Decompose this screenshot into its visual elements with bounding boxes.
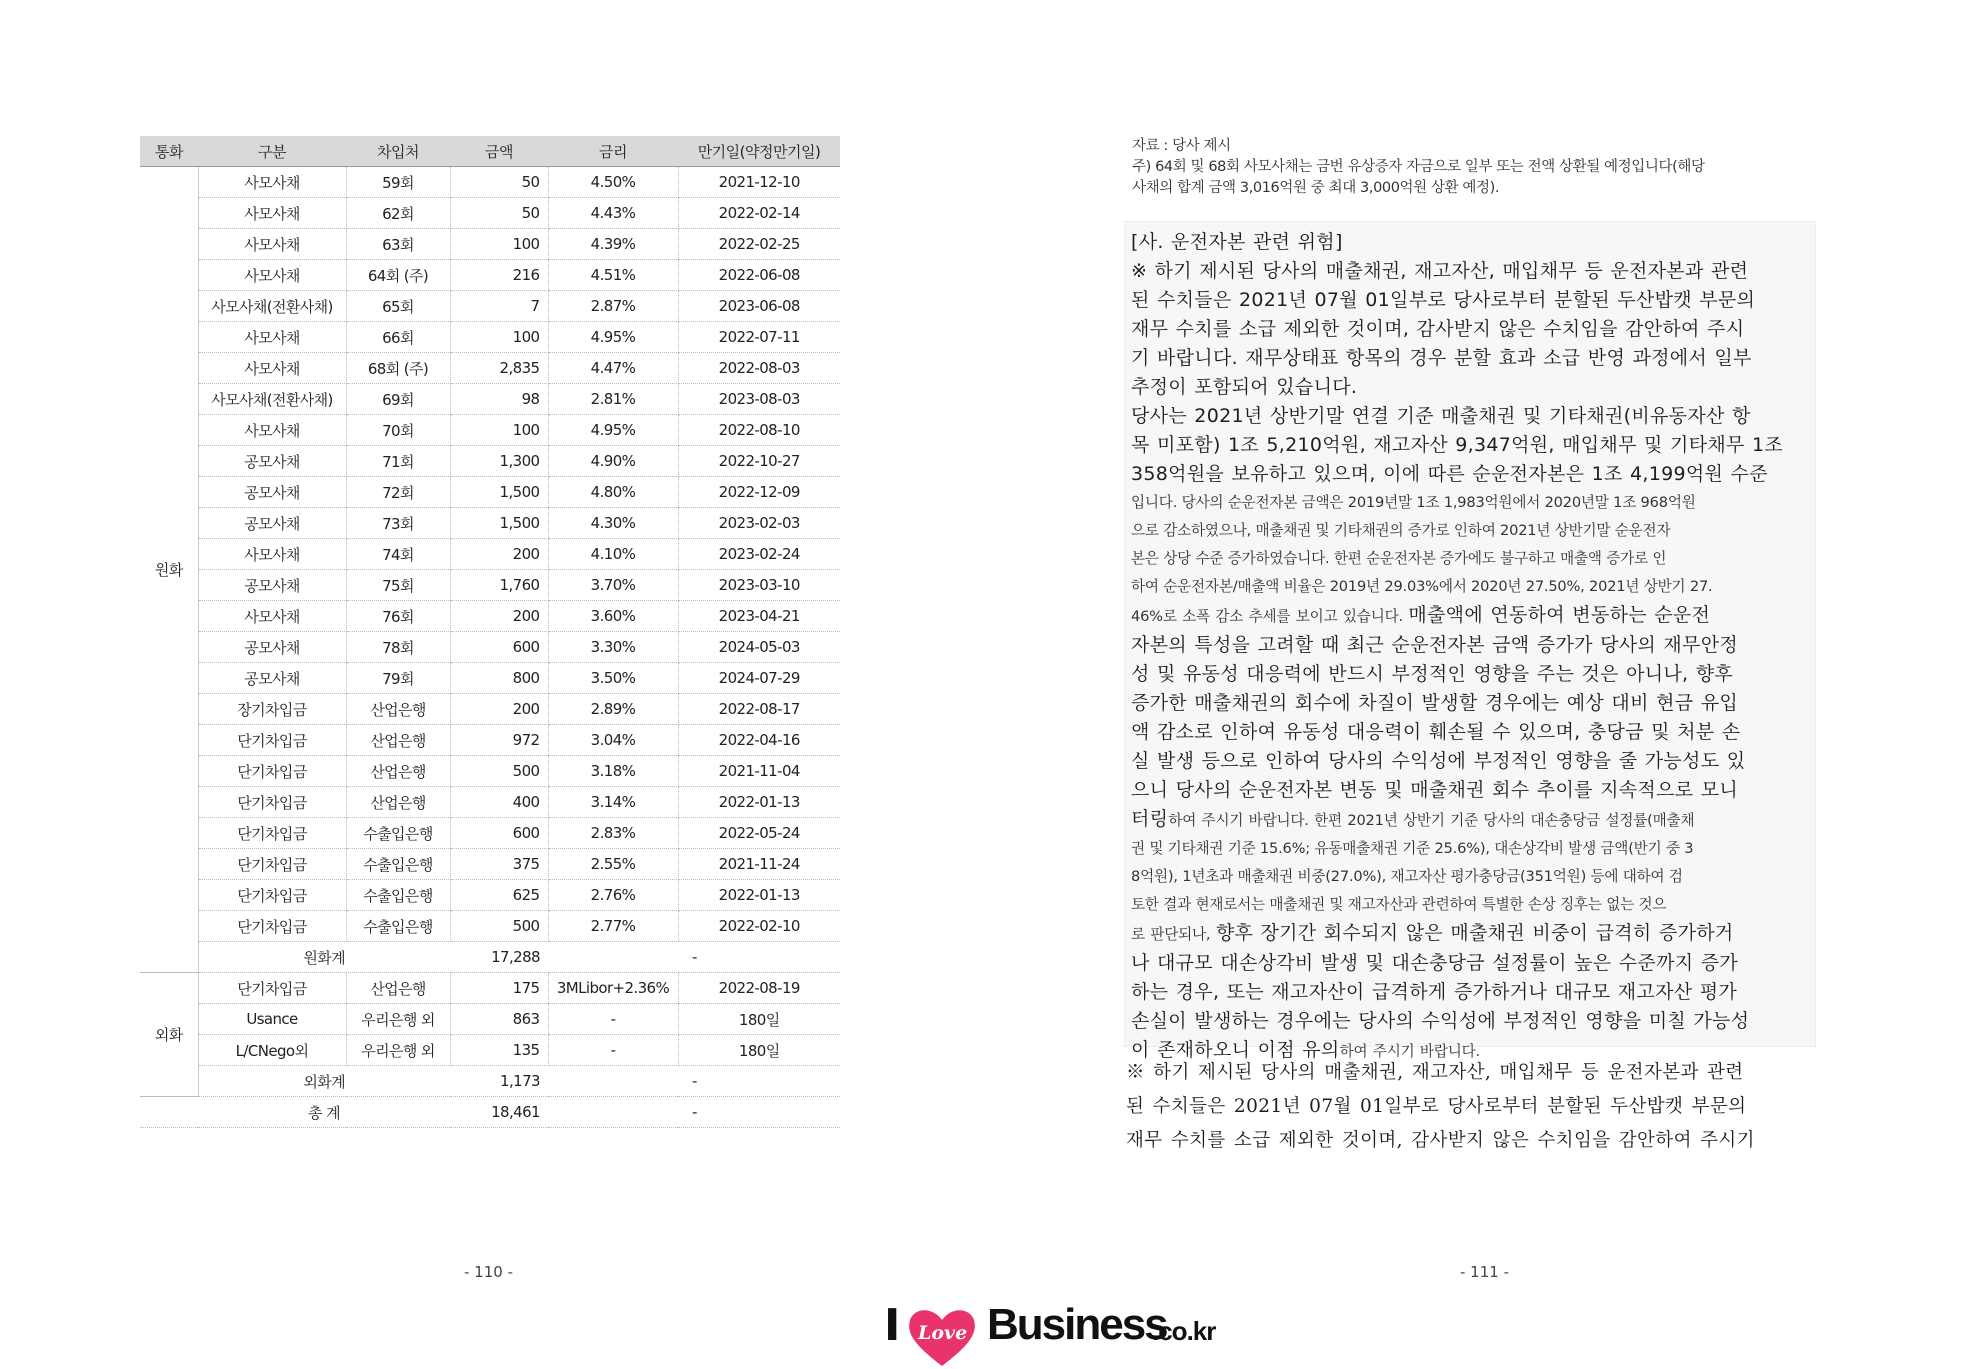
table-row [140,353,840,384]
cell-amount: 135 [450,1035,548,1066]
risk-text-line: 목 미포함) 1조 5,210억원, 재고자산 9,347억원, 매입채무 및 기타채무 1조 [1131,434,1784,456]
cell-type: 사모사채 [198,229,346,260]
cell-lender: 59회 [346,167,450,198]
table-row [140,1004,840,1035]
table-row [140,539,840,570]
cell-type: Usance [198,1004,346,1035]
cell-rate: 3.04% [548,725,678,756]
table-row [140,198,840,229]
risk-section-box [1124,221,1816,1061]
cell-lender: 63회 [346,229,450,260]
grand-total-row-amount: 18,461 [450,1097,548,1128]
empty-cell [548,1066,678,1097]
table-row [140,229,840,260]
cell-maturity: 2023-06-08 [678,291,840,322]
table-row [140,260,840,291]
table-row [140,415,840,446]
cell-rate: 4.50% [548,167,678,198]
cell-rate: 3MLibor+2.36% [548,973,678,1004]
cell-lender: 71회 [346,446,450,477]
risk-mixed-line-part-2: 하여 주시기 바랍니다. [1339,1043,1480,1060]
cell-type: 사모사채 [198,167,346,198]
right-page-number: - 111 - [1460,1263,1509,1281]
table-row [140,477,840,508]
cell-type: 단기차입금 [198,756,346,787]
cell-rate: 4.47% [548,353,678,384]
cell-type: 사모사채(전환사채) [198,291,346,322]
won-total-row [140,942,840,973]
table-row [140,508,840,539]
cell-type: 사모사채 [198,353,346,384]
cell-type: 공모사채 [198,508,346,539]
table-row [140,601,840,632]
risk-text-line: 기 바랍니다. 재무상태표 항목의 경우 분할 효과 소급 반영 과정에서 일부 [1131,347,1752,369]
cell-amount: 200 [450,694,548,725]
risk-mixed-line [1131,805,1809,835]
cell-lender: 65회 [346,291,450,322]
cell-rate: 4.43% [548,198,678,229]
cell-maturity: 2022-04-16 [678,725,840,756]
cell-maturity: 2022-08-10 [678,415,840,446]
cell-maturity: 2022-08-19 [678,973,840,1004]
table-row [140,880,840,911]
table-row [140,663,840,694]
cell-maturity: 2022-08-17 [678,694,840,725]
cell-type: 사모사채 [198,601,346,632]
risk-mixed-line-part-2: 매출액에 연동하여 변동하는 순운전 [1408,604,1711,626]
foreign-currency-label: 외화 [140,973,198,1097]
risk-text-line: 실 발생 등으로 인하여 당사의 수익성에 부정적인 영향을 줄 가능성도 있 [1131,750,1746,772]
risk-text-line: 자본의 특성을 고려할 때 최근 순운전자본 금액 증가가 당사의 재무안정 [1131,634,1739,656]
cell-type: 사모사채 [198,415,346,446]
risk-text-line: 으니 당사의 순운전자본 변동 및 매출채권 회수 추이를 지속적으로 모니 [1131,779,1739,801]
table-row [140,849,840,880]
note-line-1: 주) 64회 및 68회 사모사채는 금번 유상증자 자금으로 일부 또는 전액 상환될 예정입니다(해당 [1132,159,1705,175]
cell-type: 사모사채(전환사채) [198,384,346,415]
cell-maturity: 2022-05-24 [678,818,840,849]
cell-maturity: 2022-08-03 [678,353,840,384]
cell-maturity: 2022-07-11 [678,322,840,353]
cell-type: 사모사채 [198,539,346,570]
cell-amount: 800 [450,663,548,694]
grand-total-row [140,1097,840,1128]
cell-type: 공모사채 [198,632,346,663]
risk-detail-line: 입니다. 당사의 순운전자본 금액은 2019년말 1조 1,983억원에서 2020년말 1조 968억원 [1131,494,1696,511]
risk-detail-line: 8억원), 1년초과 매출채권 비중(27.0%), 재고자산 평가충당금(351억원) 등에 대하여 검 [1131,868,1683,885]
cell-lender: 69회 [346,384,450,415]
won-total-row-maturity: - [678,942,840,973]
risk-text-line: ※ 하기 제시된 당사의 매출채권, 재고자산, 매입채무 등 운전자본과 관련 [1131,260,1749,282]
left-page [140,136,840,1128]
cell-maturity: 2022-01-13 [678,880,840,911]
table-row [140,787,840,818]
cell-lender: 산업은행 [346,973,450,1004]
cell-type: 단기차입금 [198,911,346,942]
cell-rate: 2.55% [548,849,678,880]
cell-type: 장기차입금 [198,694,346,725]
cell-amount: 100 [450,322,548,353]
risk-detail-line: 본은 상당 수준 증가하였습니다. 한편 순운전자본 증가에도 불구하고 매출액 증가로 인 [1131,550,1667,567]
table-row [140,632,840,663]
cell-amount: 500 [450,911,548,942]
cell-amount: 2,835 [450,353,548,384]
cell-rate: - [548,1004,678,1035]
header-lender: 차입처 [346,136,450,167]
cell-amount: 375 [450,849,548,880]
cell-maturity: 2022-02-10 [678,911,840,942]
table-row [140,818,840,849]
cell-type: 사모사채 [198,198,346,229]
cell-maturity: 180일 [678,1035,840,1066]
cell-type: 사모사채 [198,322,346,353]
cell-rate: 3.50% [548,663,678,694]
risk-text-line: 된 수치들은 2021년 07월 01일부로 당사로부터 분할된 두산밥캣 부문의 [1131,289,1756,311]
cell-maturity: 2023-02-03 [678,508,840,539]
cell-maturity: 2022-10-27 [678,446,840,477]
cell-rate: 4.30% [548,508,678,539]
cell-amount: 216 [450,260,548,291]
empty-cell [140,1097,198,1128]
cell-amount: 1,500 [450,477,548,508]
cell-maturity: 2023-02-24 [678,539,840,570]
logo-business-text: Business [987,1300,1167,1349]
cell-lender: 수출입은행 [346,880,450,911]
cell-rate: 2.77% [548,911,678,942]
cell-lender: 73회 [346,508,450,539]
cell-lender: 수출입은행 [346,818,450,849]
risk-detail-line: 하여 순운전자본/매출액 비율은 2019년 29.03%에서 2020년 27.50%, 2021년 상반기 27. [1131,578,1713,595]
cell-type: 단기차입금 [198,787,346,818]
cell-amount: 50 [450,198,548,229]
cell-lender: 수출입은행 [346,849,450,880]
won-total-row-label: 원화계 [198,942,450,973]
cell-maturity: 2024-07-29 [678,663,840,694]
cell-maturity: 2024-05-03 [678,632,840,663]
cell-amount: 175 [450,973,548,1004]
risk-text-line: 손실이 발생하는 경우에는 당사의 수익성에 부정적인 영향을 미칠 가능성 [1131,1010,1750,1032]
header-currency: 통화 [140,136,198,167]
cell-lender: 수출입은행 [346,911,450,942]
borrowings-table [140,136,840,1128]
table-row [140,1035,840,1066]
cell-type: 단기차입금 [198,725,346,756]
cell-rate: 3.14% [548,787,678,818]
header-amount: 금액 [450,136,548,167]
risk-text-line: 증가한 매출채권의 회수에 차질이 발생할 경우에는 예상 대비 현금 유입 [1131,692,1739,714]
cell-rate: 4.95% [548,322,678,353]
cell-type: 단기차입금 [198,880,346,911]
cell-lender: 74회 [346,539,450,570]
risk-text-line: 성 및 유동성 대응력에 반드시 부정적인 영향을 주는 것은 아니나, 향후 [1131,663,1734,685]
header-type: 구분 [198,136,346,167]
table-header-row [140,136,840,167]
cell-amount: 7 [450,291,548,322]
left-page-number: - 110 - [464,1263,513,1281]
cell-type: 단기차입금 [198,818,346,849]
foreign-total-row [140,1066,840,1097]
logo-love-text: Love [918,1322,968,1344]
risk-text-line: 나 대규모 대손상각비 발생 및 대손충당금 설정률이 높은 수준까지 증가 [1131,952,1739,974]
cell-amount: 1,500 [450,508,548,539]
cell-maturity: 2023-03-10 [678,570,840,601]
cell-type: 공모사채 [198,446,346,477]
cell-amount: 625 [450,880,548,911]
risk-detail-line: 권 및 기타채권 기준 15.6%; 유동매출채권 기준 25.6%), 대손상각비 발생 금액(반기 중 3 [1131,840,1694,857]
header-maturity: 만기일(약정만기일) [678,136,840,167]
cell-lender: 79회 [346,663,450,694]
cell-lender: 산업은행 [346,694,450,725]
cell-rate: 2.76% [548,880,678,911]
cell-maturity: 180일 [678,1004,840,1035]
cell-maturity: 2022-12-09 [678,477,840,508]
foreign-total-row-amount: 1,173 [450,1066,548,1097]
cell-maturity: 2023-04-21 [678,601,840,632]
cell-lender: 산업은행 [346,725,450,756]
cell-type: 공모사채 [198,570,346,601]
table-row [140,384,840,415]
cell-maturity: 2021-11-04 [678,756,840,787]
source-line: 자료 : 당사 제시 [1132,138,1231,154]
risk-mixed-line [1131,601,1809,631]
risk-mixed-line-part-1: 로 판단되나, [1131,926,1216,943]
risk-section-title: [사. 운전자본 관련 위험] [1131,231,1343,253]
cell-rate: 2.83% [548,818,678,849]
site-logo [884,1300,1214,1360]
cell-lender: 78회 [346,632,450,663]
won-currency-label: 원화 [140,167,198,973]
cell-maturity: 2022-01-13 [678,787,840,818]
cell-rate: 3.70% [548,570,678,601]
cell-rate: 2.87% [548,291,678,322]
cell-maturity: 2021-11-24 [678,849,840,880]
repeat-notice-line: 재무 수치를 소급 제외한 것이며, 감사받지 않은 수치임을 감안하여 주시기 [1126,1130,1755,1151]
cell-rate: 2.81% [548,384,678,415]
cell-maturity: 2022-02-14 [678,198,840,229]
cell-amount: 100 [450,415,548,446]
cell-rate: 3.30% [548,632,678,663]
cell-rate: 4.90% [548,446,678,477]
table-row [140,973,840,1004]
table-row [140,570,840,601]
cell-amount: 100 [450,229,548,260]
risk-mixed-line [1131,919,1809,949]
table-row [140,291,840,322]
cell-type: L/CNego외 [198,1035,346,1066]
repeat-notice-line: ※ 하기 제시된 당사의 매출채권, 재고자산, 매입채무 등 운전자본과 관련 [1126,1062,1744,1083]
table-row [140,322,840,353]
repeat-notice-line: 된 수치들은 2021년 07월 01일부로 당사로부터 분할된 두산밥캣 부문의 [1126,1096,1747,1117]
table-row [140,167,840,198]
cell-type: 단기차입금 [198,849,346,880]
cell-lender: 62회 [346,198,450,229]
cell-rate: 4.10% [548,539,678,570]
cell-amount: 200 [450,539,548,570]
risk-mixed-line-part-1: 46%로 소폭 감소 추세를 보이고 있습니다. [1131,608,1409,625]
table-row [140,694,840,725]
risk-mixed-line-part-2: 하여 주시기 바랍니다. 한편 2021년 상반기 기준 당사의 대손충당금 설정률(매출채 [1168,812,1695,829]
cell-amount: 1,760 [450,570,548,601]
table-row [140,446,840,477]
cell-rate: 4.95% [548,415,678,446]
risk-mixed-line-part-2: 향후 장기간 회수되지 않은 매출채권 비중이 급격히 증가하거 [1215,922,1734,944]
grand-total-row-maturity: - [678,1097,840,1128]
repeated-notice [1126,1056,1816,1158]
cell-rate: 2.89% [548,694,678,725]
cell-amount: 863 [450,1004,548,1035]
foreign-total-row-maturity: - [678,1066,840,1097]
cell-rate: - [548,1035,678,1066]
cell-maturity: 2022-06-08 [678,260,840,291]
cell-rate: 4.39% [548,229,678,260]
cell-amount: 972 [450,725,548,756]
risk-mixed-line-part-1: 이 존재하오니 이점 유의 [1131,1039,1340,1061]
risk-text-line: 재무 수치를 소급 제외한 것이며, 감사받지 않은 수치임을 감안하여 주시 [1131,318,1745,340]
cell-type: 공모사채 [198,477,346,508]
risk-text-line: 358억원을 보유하고 있으며, 이에 따른 순운전자본은 1조 4,199억원 수준 [1131,463,1768,485]
cell-lender: 72회 [346,477,450,508]
cell-amount: 400 [450,787,548,818]
cell-lender: 64회 (주) [346,260,450,291]
cell-lender: 산업은행 [346,787,450,818]
cell-lender: 76회 [346,601,450,632]
note-line-2: 사채의 합계 금액 3,016억원 중 최대 3,000억원 상환 예정). [1132,180,1500,196]
cell-rate: 4.51% [548,260,678,291]
cell-type: 사모사채 [198,260,346,291]
table-row [140,725,840,756]
cell-type: 단기차입금 [198,973,346,1004]
table-row [140,756,840,787]
cell-amount: 98 [450,384,548,415]
empty-cell [548,942,678,973]
header-rate: 금리 [548,136,678,167]
cell-rate: 3.18% [548,756,678,787]
right-page [1126,136,1832,1151]
cell-lender: 산업은행 [346,756,450,787]
won-total-row-amount: 17,288 [450,942,548,973]
cell-lender: 66회 [346,322,450,353]
empty-cell [548,1097,678,1128]
cell-rate: 4.80% [548,477,678,508]
cell-lender: 68회 (주) [346,353,450,384]
cell-amount: 1,300 [450,446,548,477]
risk-text-line: 당사는 2021년 상반기말 연결 기준 매출채권 및 기타채권(비유동자산 항 [1131,405,1751,427]
cell-amount: 50 [450,167,548,198]
cell-type: 공모사채 [198,663,346,694]
risk-text-line: 하는 경우, 또는 재고자산이 급격하게 증가하거나 대규모 재고자산 평가 [1131,981,1738,1003]
risk-detail-line: 토한 결과 현재로서는 매출채권 및 재고자산과 관련하여 특별한 손상 징후는 없는 것으 [1131,896,1667,913]
foreign-total-row-label: 외화계 [198,1066,450,1097]
risk-text-line: 추정이 포함되어 있습니다. [1131,376,1358,398]
logo-domain-text: .co.kr [1152,1316,1216,1346]
cell-lender: 우리은행 외 [346,1035,450,1066]
cell-amount: 600 [450,818,548,849]
cell-amount: 200 [450,601,548,632]
cell-amount: 600 [450,632,548,663]
logo-letter-i: I [884,1300,901,1351]
cell-maturity: 2022-02-25 [678,229,840,260]
risk-text-line: 액 감소로 인하여 유동성 대응력이 훼손될 수 있으며, 충당금 및 처분 손 [1131,721,1741,743]
risk-detail-line: 으로 감소하였으나, 매출채권 및 기타채권의 증가로 인하여 2021년 상반기말 순운전자 [1131,522,1671,539]
cell-lender: 우리은행 외 [346,1004,450,1035]
cell-maturity: 2021-12-10 [678,167,840,198]
cell-rate: 3.60% [548,601,678,632]
risk-mixed-line-part-1: 터링 [1131,808,1169,830]
grand-total-row-label: 총 계 [198,1097,450,1128]
table-row [140,911,840,942]
cell-lender: 70회 [346,415,450,446]
cell-amount: 500 [450,756,548,787]
cell-lender: 75회 [346,570,450,601]
cell-maturity: 2023-08-03 [678,384,840,415]
